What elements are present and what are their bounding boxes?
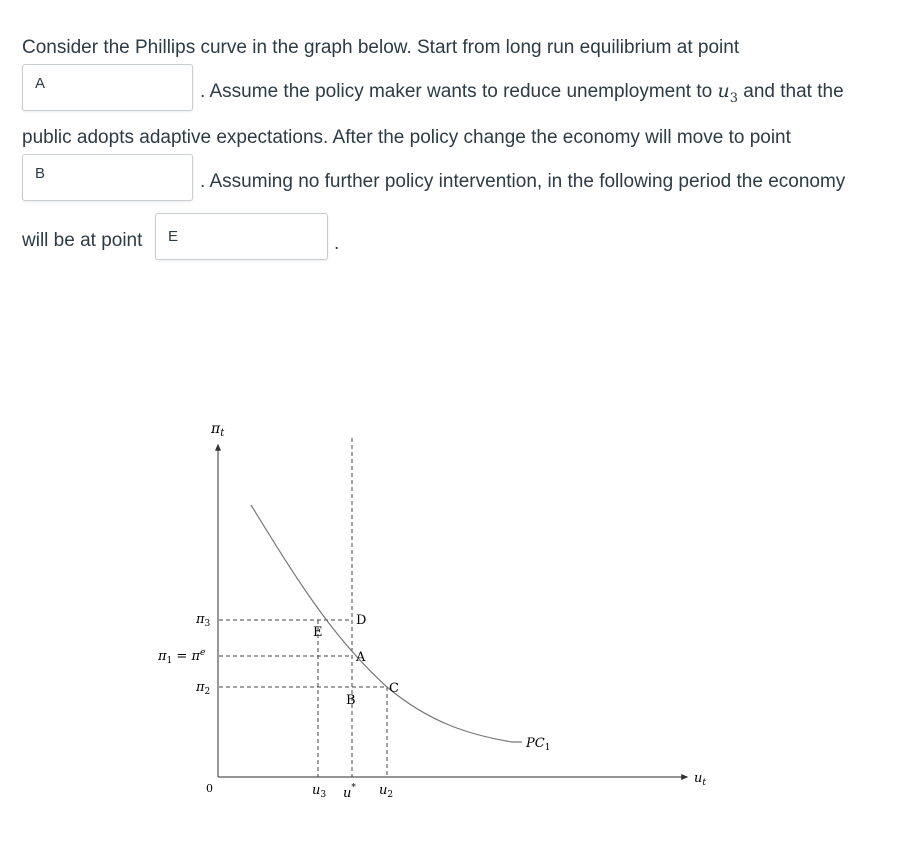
pi3-label: $\pi_3$ — [196, 612, 211, 629]
phillips-curve-pc1 — [251, 505, 512, 742]
question-text-3: and that the — [738, 81, 844, 102]
point-b-label: B — [346, 693, 356, 708]
answer-2-value: B — [35, 165, 46, 182]
point-d-label: D — [356, 613, 367, 628]
y-axis-label: $\pi_t$ — [211, 421, 225, 439]
x-axis-label: $u_t$ — [694, 771, 706, 788]
point-a-label: A — [356, 650, 366, 665]
u3-variable: $u_3$ — [717, 80, 739, 106]
origin-label: 0 — [206, 782, 213, 795]
point-e-label: E — [313, 625, 323, 640]
pi1-pie-label: $\pi_1 = \pi^e$ — [158, 648, 206, 666]
question-text-2: . Assume the policy maker wants to reduce unemployment to — [200, 81, 718, 102]
question-text-7: . — [334, 233, 340, 254]
question-text-1: Consider the Phillips curve in the graph below. Start from long run equilibrium at point — [22, 37, 740, 58]
pi2-label: $\pi_2$ — [196, 680, 211, 697]
u2-axis-label: $u_2$ — [379, 783, 394, 800]
answer-1-value: A — [35, 75, 46, 92]
curve-label: $PC_1$ — [526, 736, 551, 753]
question-text-5: . Assuming no further policy intervention, in the following period the economy — [200, 171, 846, 192]
ustar-axis-label: u* — [343, 783, 356, 801]
answer-3-value: E — [168, 228, 179, 245]
u3-axis-label: $u_3$ — [312, 783, 327, 800]
question-text-4: public adopts adaptive expectations. After the policy change the economy will move to point — [22, 127, 791, 148]
question-text-6: will be at point — [22, 230, 143, 251]
point-c-label: C — [389, 681, 399, 696]
